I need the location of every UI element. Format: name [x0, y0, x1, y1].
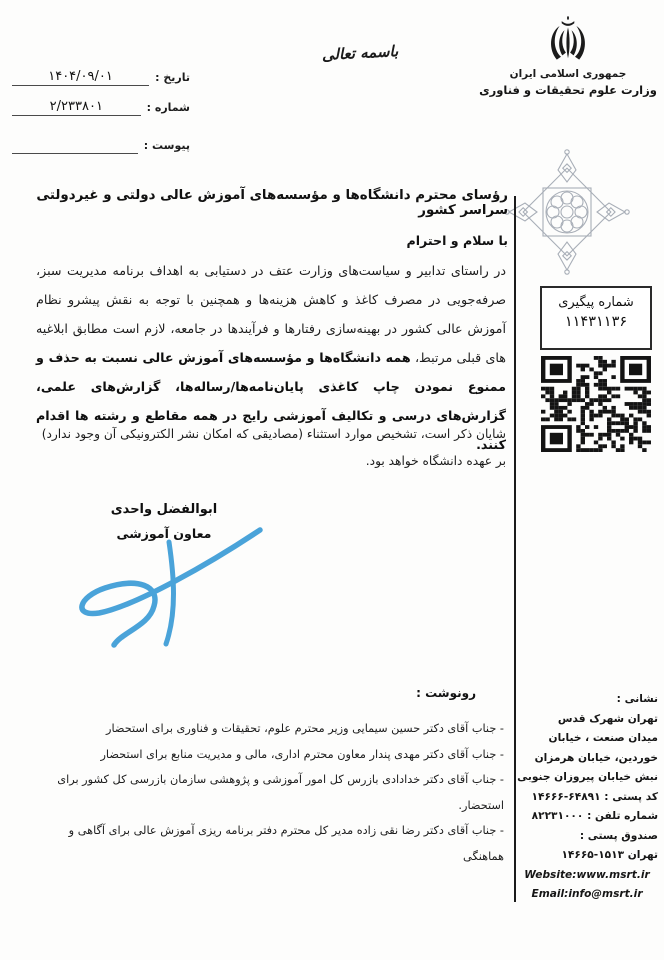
bismillah-text: باسمه تعالی — [321, 42, 399, 64]
number-value: ۲/۲۳۳۸۰۱ — [12, 99, 141, 116]
email-text: Email:info@msrt.ir — [531, 888, 643, 900]
date-label: تاریخ : — [155, 71, 190, 84]
letter-meta — [12, 56, 190, 154]
address-postal-code: کد پستی : ۶۴۸۹۱-۱۴۶۶۶ — [531, 790, 658, 803]
website-text: Website:www.msrt.ir — [524, 868, 650, 881]
address-line: تهران شهرک قدس — [557, 712, 658, 725]
body-paragraph-normal: در راستای تدابیر و سیاست‌های وزارت عتف در دستیابی به اهداف برنامه مدیریت سبز، صرفه‌جویی در مصرف کاغذ و کاهش هزینه‌ها و همچنین با توجه به نقش پیشرو نظام آموزش عالی کشور در بهینه‌سازی رفتارها و فرآیندها در جامعه، لازم است مطابق ابلاغیه های قبلی مرتبط، — [36, 263, 506, 365]
recipient-heading: رؤسای محترم دانشگاه‌ها و مؤسسه‌های آموزش عالی دولتی و غیردولتی سراسر کشور — [36, 188, 508, 218]
letterhead — [478, 14, 658, 97]
qr-code — [541, 356, 651, 452]
ornament-star-icon — [504, 146, 630, 278]
cc-item: - جناب آقای دکتر حسین سیمایی وزیر محترم علوم، تحقیقات و فناوری برای استحضار — [106, 722, 504, 735]
cc-item: - جناب آقای دکتر مهدی پندار معاون محترم اداری، مالی و مدیریت منابع برای استحضار — [100, 747, 504, 761]
salutation: با سلام و احترام — [406, 233, 508, 248]
address-line: خوردین، خیابان هرمزان — [534, 751, 658, 764]
org-ministry: وزارت علوم تحقیقات و فناوری — [479, 83, 657, 97]
note-paragraph: شایان ذکر است، تشخیص موارد استثناء (مصادیقی که امکان نشر الکترونیکی آن وجود ندارد) بر عهده دانشگاه خواهد بود. — [41, 427, 506, 468]
signature-block — [58, 502, 270, 541]
date-row — [12, 56, 190, 86]
cc-list — [30, 716, 504, 869]
date-value: ۱۴۰۴/۰۹/۰۱ — [12, 69, 149, 86]
org-country: جمهوری اسلامی ایران — [509, 68, 627, 80]
cc-item: - جناب آقای دکتر خدادادی بازرس کل امور آموزشی و پژوهشی سازمان بازرسی کل کشور برای استحضار. — [57, 773, 504, 812]
address-line: نبش خیابان پیروزان جنوبی — [517, 771, 658, 783]
body-paragraph-bold: همه دانشگاه‌ها و مؤسسه‌های آموزش عالی نسبت به حذف و ممنوع نمودن چاپ کاغذی پایان‌نامه‌ها/رساله‌ها، گزارش‌های علمی، گزارش‌های درسی و تکالیف آموزشی رایج در همه مقاطع و رشته ها اقدام کنند. — [36, 350, 506, 452]
attachment-row — [12, 124, 190, 154]
cc-label: رونوشت : — [416, 686, 476, 700]
attachment-label: پیوست : — [143, 139, 190, 152]
number-label: شماره : — [146, 101, 190, 114]
address-phone: شماره تلفن : ۸۲۲۳۱۰۰۰ — [531, 810, 658, 822]
tracking-label: شماره پیگیری — [558, 295, 634, 310]
address-block — [516, 690, 658, 905]
signer-title: معاون آموزشی — [116, 526, 212, 541]
address-pobox-label: صندوق پستی : — [579, 829, 658, 842]
tracking-box — [540, 286, 652, 350]
tracking-number: ۱۱۴۳۱۱۳۶ — [564, 314, 628, 330]
attachment-value-line — [12, 138, 138, 154]
cc-item: - جناب آقای دکتر رضا نقی زاده مدیر کل محترم دفتر برنامه ریزی آموزش عالی برای آگاهی و هماهنگی — [68, 824, 504, 863]
iran-emblem-icon — [547, 14, 589, 66]
number-row — [12, 86, 190, 116]
signer-name: ابوالفضل واحدی — [110, 502, 218, 517]
address-line: میدان صنعت ، خیابان — [548, 732, 658, 744]
address-pobox-value: تهران ۱۵۱۳-۱۴۶۶۵ — [561, 849, 658, 861]
address-line: نشانی : — [616, 693, 658, 705]
